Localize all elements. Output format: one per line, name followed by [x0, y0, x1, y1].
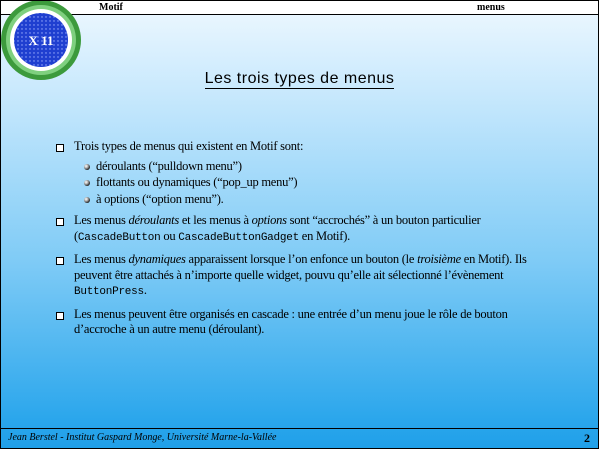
slide-header [1, 1, 599, 15]
round-bullet-icon [84, 164, 90, 170]
header-left-label: Motif [99, 2, 123, 13]
bullet-item: Trois types de menus qui existent en Motif sont: déroulants (“pulldown menu”) flottants ou dynamiques (“pop_up menu”) à options (“option menu”). [56, 139, 561, 207]
sub-bullet-item: déroulants (“pulldown menu”) [84, 159, 561, 175]
page-number: 2 [584, 431, 590, 445]
square-bullet-icon [56, 257, 64, 265]
footer-credit: Jean Berstel - Institut Gaspard Monge, Université Marne-la-Vallée [8, 432, 277, 443]
sub-bullet-item: à options (“option menu”). [84, 192, 561, 208]
header-right-label: menus [477, 2, 505, 13]
round-bullet-icon [84, 180, 90, 186]
round-bullet-icon [84, 197, 90, 203]
svg-text:X 11: X 11 [28, 33, 54, 48]
square-bullet-icon [56, 218, 64, 226]
slide-footer [1, 428, 599, 448]
slide-title: Les trois types de menus [204, 70, 395, 87]
sub-bullet-list [84, 159, 561, 208]
square-bullet-icon [56, 144, 64, 152]
bullet-item: Les menus déroulants et les menus à options sont “accrochés” à un bouton particulier (CascadeButton ou CascadeButtonGadget en Motif). [56, 213, 561, 246]
bullet-item: Les menus peuvent être organisés en cascade : une entrée d’un menu joue le rôle de bouton d’accroche à un autre menu (déroulant). [56, 307, 561, 338]
bullet-item: Les menus dynamiques apparaissent lorsque l’on enfonce un bouton (le troisième en Motif). Ils peuvent être attachés à n’importe quelle widget, pouvu qu’elle ait sélectionné l’évènement ButtonPress. [56, 252, 561, 301]
square-bullet-icon [56, 312, 64, 320]
bullet-list [56, 139, 561, 344]
sub-bullet-item: flottants ou dynamiques (“pop_up menu”) [84, 175, 561, 191]
